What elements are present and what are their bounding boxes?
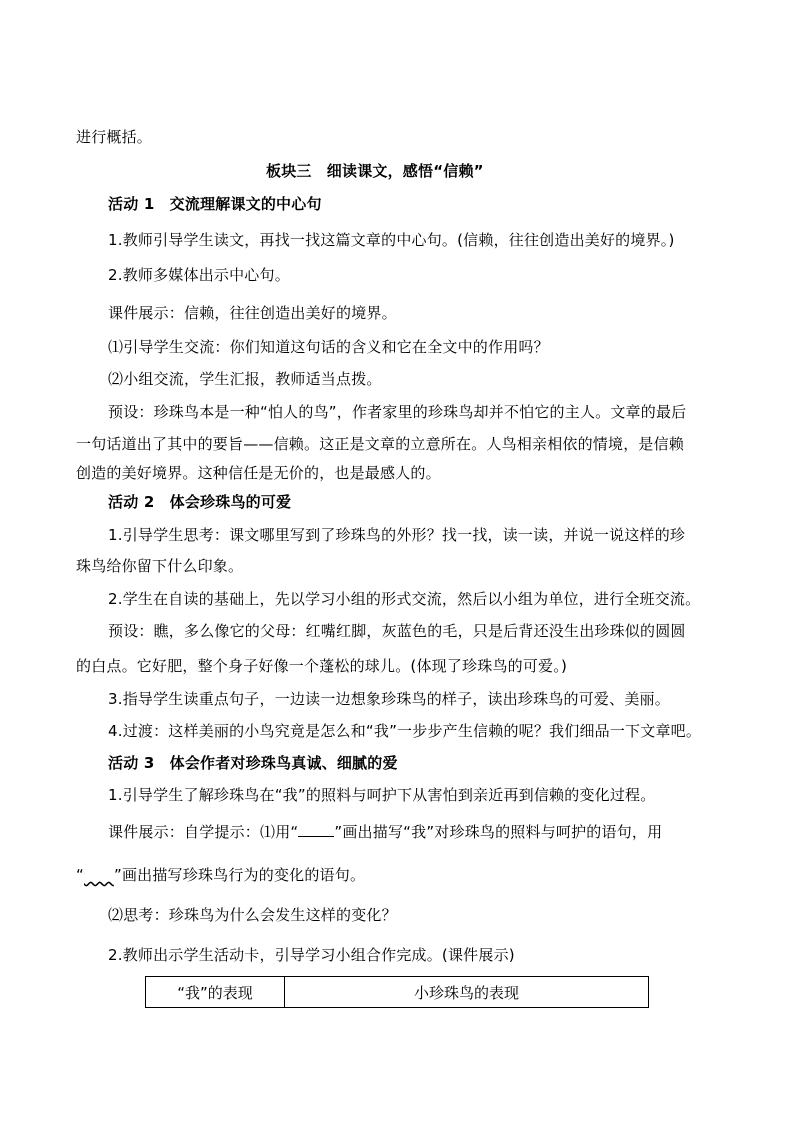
hint-text-part4: ”画出描写珍珠鸟行为的变化的语句。	[113, 866, 366, 884]
activity1-sub2: ⑵小组交流，学生汇报，教师适当点拨。	[108, 370, 382, 388]
activity-heading-3: 活动 3 体会作者对珍珠鸟真诚、细腻的爱	[108, 754, 398, 772]
paragraph-continuation: 进行概括。	[76, 128, 153, 146]
activity-card-table	[145, 976, 649, 1008]
activity3-think: ⑵思考：珍珠鸟为什么会发生这样的变化？	[108, 906, 397, 924]
straight-underline-mark	[298, 824, 334, 837]
self-study-hint-line1	[108, 823, 662, 841]
activity2-preset-line1: 预设：瞧，多么像它的父母：红嘴红脚，灰蓝色的毛，只是后背还没生出珍珠似的圆圆	[108, 622, 686, 640]
activity2-preset-line2: 的白点。它好肥，整个身子好像一个蓬松的球儿。(体现了珍珠鸟的可爱。)	[76, 657, 568, 675]
preset-paragraph-line3: 创造的美好境界。这种信任是无价的，也是最感人的。	[76, 464, 441, 482]
preset-paragraph-line1: 预设：珍珠鸟本是一种“怕人的鸟”，作者家里的珍珠鸟却并不怕它的主人。文章的最后	[108, 403, 687, 421]
activity3-step1: 1.引导学生了解珍珠鸟在“我”的照料与呵护下从害怕到亲近再到信赖的变化过程。	[108, 786, 656, 804]
activity1-step1: 1.教师引导学生读文，再找一找这篇文章的中心句。(信赖，往往创造出美好的境界。)	[108, 231, 675, 249]
hint-text-part3: “	[76, 866, 84, 884]
hint-text-part2: ”画出描写“我”对珍珠鸟的照料与呵护的语句，用	[334, 823, 663, 841]
activity1-step2: 2.教师多媒体出示中心句。	[108, 266, 290, 284]
table-header-cell: “我”的表现	[146, 977, 285, 1008]
table-header-cell: 小珍珠鸟的表现	[285, 977, 649, 1008]
activity2-step4: 4.过渡：这样美丽的小鸟究竟是怎么和“我”一步步产生信赖的呢？我们细品一下文章吧。	[108, 722, 702, 740]
activity2-step2: 2.学生在自读的基础上，先以学习小组的形式交流，然后以小组为单位，进行全班交流。	[108, 590, 701, 608]
self-study-hint-line2	[76, 866, 365, 884]
table-row	[146, 977, 649, 1008]
activity-heading-1: 活动 1 交流理解课文的中心句	[108, 195, 322, 213]
section-heading: 板块三 细读课文，感悟“信赖”	[266, 162, 484, 180]
activity2-step3: 3.指导学生读重点句子，一边读一边想象珍珠鸟的样子，读出珍珠鸟的可爱、美丽。	[108, 690, 670, 708]
activity-heading-2: 活动 2 体会珍珠鸟的可爱	[108, 493, 292, 511]
courseware-display: 课件展示：信赖，往往创造出美好的境界。	[108, 304, 397, 322]
hint-text-part1: 课件展示：自学提示：⑴用“	[108, 823, 299, 841]
activity2-step1-line2: 珠鸟给你留下什么印象。	[76, 557, 244, 575]
activity1-sub1: ⑴引导学生交流：你们知道这句话的含义和它在全文中的作用吗？	[108, 338, 549, 356]
preset-paragraph-line2: 一句话道出了其中的要旨——信赖。这正是文章的立意所在。人鸟相亲相依的情境，是信赖	[76, 435, 685, 453]
activity2-step1-line1: 1.引导学生思考：课文哪里写到了珍珠鸟的外形？找一找，读一读，并说一说这样的珍	[108, 526, 686, 544]
activity3-step2: 2.教师出示学生活动卡，引导学习小组合作完成。(课件展示)	[108, 946, 515, 964]
wavy-underline-mark	[84, 866, 114, 878]
